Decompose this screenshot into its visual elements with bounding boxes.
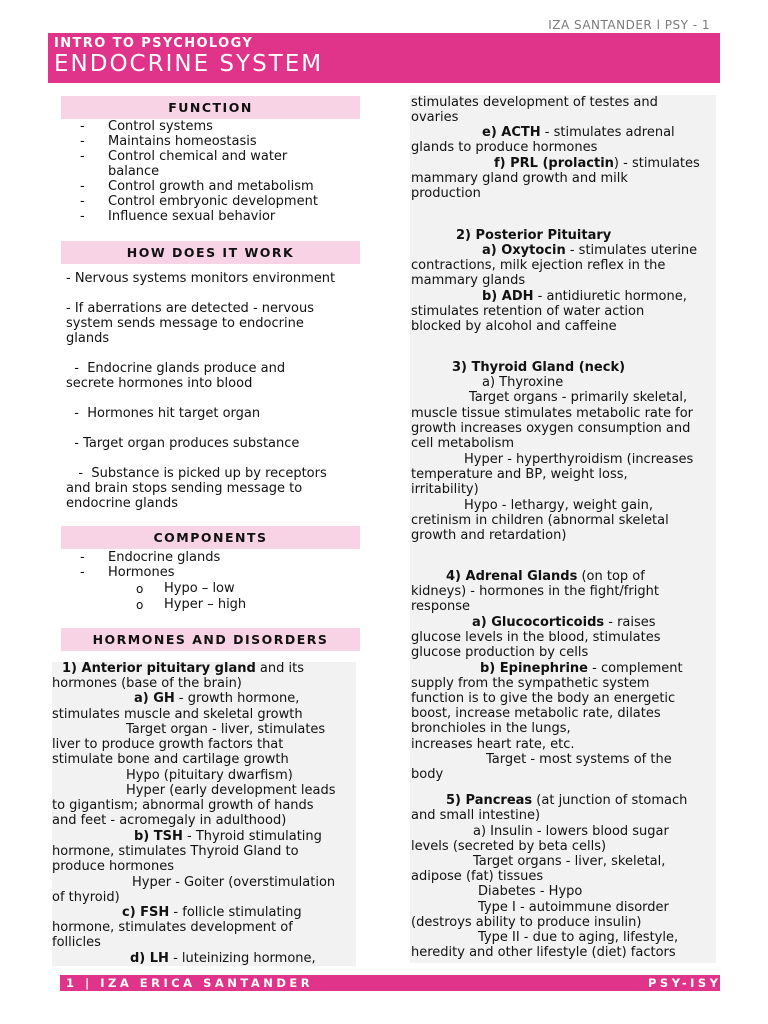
hormone-text-line [411, 110, 458, 125]
function-item: - Control chemical and water [80, 149, 318, 164]
how-line: - Target organ produces substance [66, 436, 300, 451]
components-item: - Endocrine glands [80, 550, 220, 565]
hormone-text-plain: - growth hormone, [174, 691, 300, 706]
hormone-text-line [411, 528, 566, 543]
hormone-text-line [52, 813, 286, 828]
hormone-text-bold: a) Glucocorticoids [472, 615, 605, 630]
hormone-text-line [52, 920, 293, 935]
hormone-text-bold: 5) Pancreas [446, 793, 533, 808]
components-sublist [136, 581, 246, 613]
hormones-heading: HORMONES AND DISORDERS [61, 628, 360, 651]
hormone-text-bold: 3) Thyroid Gland (neck) [452, 360, 626, 375]
hormone-text-line [480, 661, 683, 676]
hormone-text-plain: hormones (base of the brain) [52, 676, 242, 691]
hormone-text-line [472, 615, 656, 630]
subject-label: INTRO TO PSYCHOLOGY [54, 36, 254, 51]
hormone-text-plain: and small intestine) [411, 808, 541, 823]
how-line: secrete hormones into blood [66, 376, 253, 391]
hormone-text-bold: e) ACTH [482, 125, 541, 140]
hormone-text-plain: Hypo (pituitary dwarfism) [126, 768, 293, 783]
hormone-text-line [446, 569, 645, 584]
hormone-text-plain: Type II - due to aging, lifestyle, [478, 930, 679, 945]
hormone-text-plain: function is to give the body an energetic [411, 691, 676, 706]
hormone-text-plain: to gigantism; abnormal growth of hands [52, 798, 314, 813]
hormone-text-plain: blocked by alcohol and caffeine [411, 319, 617, 334]
hormone-text-line [411, 599, 470, 614]
hormone-text-plain: Target - most systems of the [486, 752, 672, 767]
hormone-text-plain: and its [255, 661, 304, 676]
hormone-text-plain: Hypo - lethargy, weight gain, [464, 498, 654, 513]
hormone-text-plain: increases heart rate, etc. [411, 737, 575, 752]
hormone-text-line [122, 905, 302, 920]
hormone-text-line [482, 375, 563, 390]
hormone-text-bold: a) Oxytocin [482, 243, 566, 258]
hormone-text-plain: cretinism in children (abnormal skeletal [411, 513, 669, 528]
hormone-text-line [411, 319, 617, 334]
hormone-text-line [486, 752, 672, 767]
hormone-text-plain: heredity and other lifestyle (diet) factors [411, 945, 676, 960]
hormone-text-line [482, 243, 697, 258]
hormone-text-line [411, 645, 588, 660]
components-subitem: o Hypo – low [136, 581, 246, 597]
hormone-text-line [411, 915, 641, 930]
hormone-text-line [473, 824, 669, 839]
hormone-text-line [134, 829, 322, 844]
hormone-text-line [126, 783, 336, 798]
hormone-text-plain: - complement [588, 661, 683, 676]
hormone-text-line [411, 691, 675, 706]
hormone-text-plain: ) - stimulates [613, 156, 700, 171]
hormone-text-plain: stimulates development of testes and [411, 95, 658, 110]
hormone-text-plain: glands to produce hormones [411, 140, 598, 155]
hormone-text-plain: body [411, 767, 444, 782]
hormone-text-line [464, 452, 693, 467]
hormone-text-bold: f) PRL (prolactin [494, 156, 614, 171]
hormone-text-line [52, 752, 289, 767]
hormone-text-plain: boost, increase metabolic rate, dilates [411, 706, 661, 721]
how-line: - If aberrations are detected - nervous [66, 301, 315, 316]
hormone-text-plain: - stimulates adrenal [540, 125, 675, 140]
hormone-text-bold: b) ADH [482, 289, 534, 304]
hormone-text-plain: produce hormones [52, 859, 174, 874]
function-heading: FUNCTION [61, 96, 360, 119]
hormone-text-line [478, 884, 582, 899]
hormone-text-plain: (at junction of stomach [532, 793, 688, 808]
hormone-text-line [411, 706, 661, 721]
hormone-text-line [411, 513, 669, 528]
hormone-text-line [494, 156, 700, 171]
function-item: - Control embryonic development [80, 194, 318, 209]
components-list [80, 550, 220, 580]
how-line: - Hormones hit target organ [66, 406, 261, 421]
hormone-text-plain: mammary gland growth and milk [411, 171, 628, 186]
hormone-text-line [126, 768, 293, 783]
hormone-text-line [411, 482, 479, 497]
hormone-text-line [52, 676, 242, 691]
hormone-text-line [411, 186, 481, 201]
hormone-text-line [52, 737, 283, 752]
hormone-text-plain: (on top of [577, 569, 645, 584]
components-item: - Hormones [80, 565, 220, 580]
hormone-text-bold: a) GH [134, 691, 175, 706]
hormone-text-plain: - follicle stimulating [169, 905, 302, 920]
function-item: - Influence sexual behavior [80, 209, 318, 224]
hormone-text-line [52, 935, 101, 950]
hormone-text-plain: - luteinizing hormone, [168, 951, 316, 966]
hormone-text-line [411, 436, 514, 451]
hormone-text-line [482, 125, 675, 140]
hormone-text-bold: 2) Posterior Pituitary [456, 228, 612, 243]
hormone-text-line [411, 945, 676, 960]
hormone-text-line [411, 171, 628, 186]
how-line: - Substance is picked up by receptors [66, 466, 327, 481]
hormone-text-line [52, 798, 314, 813]
components-subitem: o Hyper – high [136, 597, 246, 613]
how-line: - Endocrine glands produce and [66, 361, 286, 376]
how-line: endocrine glands [66, 496, 179, 511]
how-line: system sends message to endocrine [66, 316, 304, 331]
author-course-note: IZA SANTANDER l PSY - 1 [548, 18, 710, 32]
hormone-text-line [52, 707, 303, 722]
hormone-text-plain: kidneys) - hormones in the fight/fright [411, 584, 659, 599]
hormone-text-plain: growth and retardation) [411, 528, 567, 543]
hormone-text-line [132, 875, 335, 890]
hormone-text-plain: (destroys ability to produce insulin) [411, 915, 642, 930]
hormone-text-plain: temperature and BP, weight loss, [411, 467, 628, 482]
hormone-text-plain: stimulates muscle and skeletal growth [52, 707, 303, 722]
hormone-text-plain: - raises [604, 615, 656, 630]
hormone-text-line [411, 258, 665, 273]
footer-left: 1 | IZA ERICA SANTANDER [66, 976, 314, 990]
how-line: and brain stops sending message to [66, 481, 303, 496]
hormone-text-plain: - Thyroid stimulating [182, 829, 322, 844]
hormone-text-bold: d) LH [130, 951, 169, 966]
function-item-continuation: balance [108, 164, 160, 179]
hormone-text-line [411, 767, 443, 782]
hormone-text-line [62, 661, 304, 676]
hormone-text-plain: growth increases oxygen consumption and [411, 421, 691, 436]
hormone-text-plain: muscle tissue stimulates metabolic rate for [411, 406, 694, 421]
page-title: ENDOCRINE SYSTEM [54, 51, 324, 77]
hormone-text-line [469, 390, 687, 405]
function-item: - Maintains homeostasis [80, 134, 318, 149]
function-item: - Control growth and metabolism [80, 179, 318, 194]
hormone-text-plain: glucose levels in the blood, stimulates [411, 630, 661, 645]
hormone-text-line [482, 289, 687, 304]
hormone-text-plain: glucose production by cells [411, 645, 589, 660]
hormone-text-plain: Hyper (early development leads [126, 783, 336, 798]
hormone-text-plain: of thyroid) [52, 890, 120, 905]
hormone-text-line [456, 228, 611, 243]
hormone-text-line [478, 930, 678, 945]
hormone-text-bold: b) TSH [134, 829, 183, 844]
hormone-text-plain: Target organs - primarily skeletal, [469, 390, 688, 405]
footer-right: PSY-ISY - 1 [648, 976, 757, 990]
how-line: - Nervous systems monitors environment [66, 271, 336, 286]
hormone-text-line [411, 721, 571, 736]
hormone-text-plain: hormone, stimulates development of [52, 920, 293, 935]
hormone-text-plain: ovaries [411, 110, 459, 125]
hormone-text-line [411, 869, 543, 884]
hormone-text-line [478, 900, 669, 915]
hormone-text-line [411, 467, 628, 482]
hormone-text-line [411, 676, 649, 691]
hormone-text-plain: a) Thyroxine [482, 375, 564, 390]
hormone-text-plain: supply from the sympathetic system [411, 676, 650, 691]
hormone-text-line [473, 854, 665, 869]
hormone-text-plain: liver to produce growth factors that [52, 737, 284, 752]
hormone-text-plain: stimulates retention of water action [411, 304, 645, 319]
hormone-text-line [411, 140, 597, 155]
hormone-text-line [452, 360, 625, 375]
hormone-text-plain: Target organs - liver, skeletal, [473, 854, 666, 869]
hormone-text-plain: production [411, 186, 481, 201]
hormone-text-plain: Type I - autoimmune disorder [478, 900, 669, 915]
hormone-text-line [411, 839, 606, 854]
hormone-text-plain: levels (secreted by beta cells) [411, 839, 607, 854]
hormone-text-plain: response [411, 599, 471, 614]
hormone-text-line [464, 498, 653, 513]
hormone-text-bold: b) Epinephrine [480, 661, 588, 676]
title-banner [48, 33, 720, 83]
hormone-text-line [134, 691, 299, 706]
hormone-text-plain: Diabetes - Hypo [478, 884, 583, 899]
hormone-text-line [52, 890, 120, 905]
hormone-text-plain: hormone, stimulates Thyroid Gland to [52, 844, 299, 859]
hormone-text-plain: and feet - acromegaly in adulthood) [52, 813, 287, 828]
hormone-text-bold: c) FSH [122, 905, 170, 920]
hormone-text-line [411, 630, 661, 645]
how-line: glands [66, 331, 110, 346]
hormone-text-plain: adipose (fat) tissues [411, 869, 544, 884]
hormone-text-line [411, 584, 659, 599]
function-list [80, 119, 318, 224]
hormone-text-line [126, 722, 325, 737]
how-text [66, 271, 362, 511]
hormone-text-line [411, 95, 658, 110]
components-heading: COMPONENTS [61, 526, 360, 549]
hormone-text-bold: 4) Adrenal Glands [446, 569, 578, 584]
hormone-text-plain: irritability) [411, 482, 479, 497]
hormone-text-line [411, 406, 693, 421]
how-heading: HOW DOES IT WORK [61, 241, 360, 264]
hormone-text-plain: - antidiuretic hormone, [533, 289, 687, 304]
hormone-text-plain: a) Insulin - lowers blood sugar [473, 824, 669, 839]
hormone-text-bold: 1) Anterior pituitary gland [62, 661, 256, 676]
hormone-text-line [446, 793, 687, 808]
hormone-text-plain: bronchioles in the lungs, [411, 721, 571, 736]
hormone-text-line [411, 304, 644, 319]
hormone-text-plain: cell metabolism [411, 436, 515, 451]
hormone-text-plain: Hyper - Goiter (overstimulation [132, 875, 336, 890]
hormone-text-plain: Hyper - hyperthyroidism (increases [464, 452, 694, 467]
hormone-text-plain: contractions, milk ejection reflex in the [411, 258, 666, 273]
hormone-text-line [52, 859, 174, 874]
hormone-text-plain: stimulate bone and cartilage growth [52, 752, 289, 767]
function-item: - Control systems [80, 119, 318, 134]
hormone-text-line [411, 737, 575, 752]
hormone-text-line [130, 951, 316, 966]
hormone-text-plain: Target organ - liver, stimulates [126, 722, 326, 737]
hormone-text-plain: mammary glands [411, 273, 526, 288]
hormone-text-line [411, 808, 540, 823]
footer-bar [60, 975, 757, 991]
hormone-text-plain: follicles [52, 935, 101, 950]
hormone-text-plain: - stimulates uterine [565, 243, 698, 258]
hormone-text-line [52, 844, 299, 859]
hormone-text-line [411, 421, 690, 436]
hormone-text-line [411, 273, 525, 288]
